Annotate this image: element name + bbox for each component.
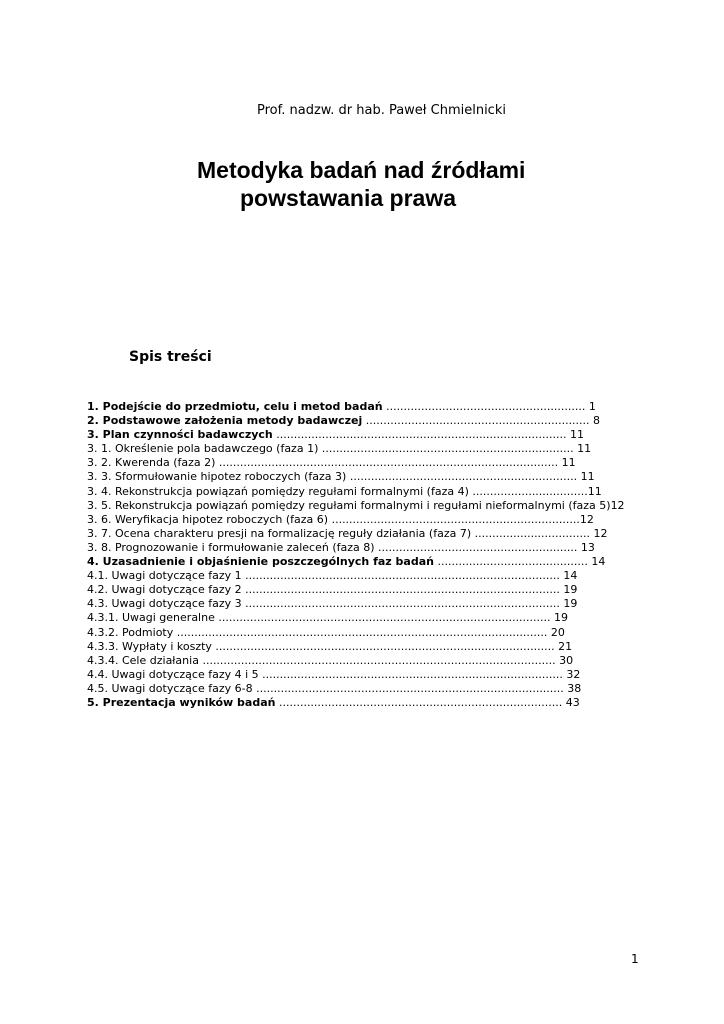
toc-entry[interactable] [87,668,687,682]
toc-entry-page: 32 [562,667,581,681]
toc-entry[interactable] [87,654,687,668]
toc-entry-label: 3. 5. Rekonstrukcja powiązań pomiędzy regułami formalnymi i regułami nieformalnymi (faza 5) [87,498,611,512]
toc-entry-leader: ................................. [468,484,588,498]
toc-entry-leader: .......................................................................................................... [173,625,548,639]
toc-entry-page: 11 [558,456,576,470]
toc-entry-leader: ............................................................................................... [214,611,551,625]
toc-entry-label: 4.4. Uwagi dotyczące fazy 4 i 5 [87,667,259,681]
toc-entry[interactable] [87,583,687,597]
toc-entry-label: 4.3.4. Cele działania [87,653,199,667]
toc-entry[interactable] [87,569,687,583]
toc-entry-page: 20 [547,625,565,639]
toc-entry-label: 5. Prezentacja wyników badań [87,695,276,709]
toc-entry-label: 4.3.2. Podmioty [87,625,174,639]
toc-entry[interactable] [87,513,687,527]
toc-entry-leader: ........................................................................ [318,442,574,456]
toc-entry-label: 4.1. Uwagi dotyczące fazy 1 [87,569,242,583]
toc-entry-leader: ......................................................... [374,540,578,554]
toc-entry-label: 2. Podstawowe założenia metody badawczej [87,414,363,428]
toc-entry-page: 19 [550,611,569,625]
toc-entry-page: 12 [610,498,625,512]
toc-entry-label: 3. 6. Weryfikacja hipotez roboczych (faza 6) [87,512,329,526]
page-number: 1 [631,952,639,966]
toc-entry-leader: .......................................................................................... [241,597,560,611]
toc-entry-page: 11 [577,470,595,484]
toc-entry[interactable] [87,527,687,541]
toc-entry[interactable] [87,414,687,428]
toc-entry[interactable] [87,442,687,456]
table-of-contents [87,400,687,710]
toc-entry-page: 11 [566,428,584,442]
toc-entry-label: 4.3.3. Wypłaty i koszty [87,639,212,653]
toc-entry[interactable] [87,485,687,499]
toc-entry-label: 3. 2. Kwerenda (faza 2) [87,456,216,470]
toc-entry[interactable] [87,456,687,470]
toc-entry-label: 1. Podejście do przedmiotu, celu i metod badań [87,400,383,413]
author-line: Prof. nadzw. dr hab. Paweł Chmielnicki [257,103,506,118]
toc-entry-label: 3. Plan czynności badawczych [87,428,273,442]
toc-entry-label: 3. 4. Rekonstrukcja powiązań pomiędzy regułami formalnymi (faza 4) [87,484,469,498]
toc-entry-page: 30 [555,653,574,667]
toc-entry-leader: ................................................................................................. [215,456,559,470]
toc-entry[interactable] [87,499,687,513]
title-line-1: Metodyka badań nad źródłami [197,157,526,183]
toc-entry-page: 14 [559,569,578,583]
toc-entry-page: 11 [587,484,602,498]
toc-entry-leader: ..................................................................................................... [198,653,556,667]
toc-entry-page: 19 [559,597,578,611]
toc-entry-page: 14 [587,555,606,569]
toc-entry-page: 12 [579,512,594,526]
document-title [150,156,610,212]
toc-entry-page: 21 [554,639,573,653]
toc-entry-leader: ...................................................................................... [258,667,563,681]
toc-entry[interactable] [87,611,687,625]
toc-entry-leader: ................................................................................................. [211,639,555,653]
toc-entry[interactable] [87,682,687,696]
toc-entry-leader: ........................................................................................ [252,681,564,695]
toc-entry-leader: .......................................................................................... [241,583,560,597]
toc-entry-label: 4.3.1. Uwagi generalne [87,611,215,625]
toc-entry-page: 19 [559,583,578,597]
toc-entry[interactable] [87,597,687,611]
toc-entry-leader: ........................................... [433,555,588,569]
toc-entry[interactable] [87,428,687,442]
toc-entry-label: 3. 3. Sformułowanie hipotez roboczych (faza 3) [87,470,347,484]
toc-entry-page: 1 [585,400,596,413]
toc-entry-leader: ................................. [471,526,591,540]
toc-entry-page: 38 [563,681,582,695]
toc-entry[interactable] [87,626,687,640]
toc-entry-label: 3. 1. Określenie pola badawczego (faza 1) [87,442,319,456]
toc-entry-leader: ....................................................................... [328,512,580,526]
toc-entry[interactable] [87,400,687,414]
toc-entry-label: 3. 8. Prognozowanie i formułowanie zaleceń (faza 8) [87,540,375,554]
toc-entry[interactable] [87,470,687,484]
toc-entry[interactable] [87,640,687,654]
toc-entry-leader: ................................................................ [362,414,590,428]
toc-entry[interactable] [87,541,687,555]
toc-entry-leader: ................................................................................... [272,428,567,442]
toc-entry-page: 11 [573,442,592,456]
toc-entry-leader: .......................................................................................... [241,569,560,583]
toc-entry-leader: ................................................................................. [275,695,563,709]
toc-entry-page: 12 [590,526,608,540]
toc-entry-page: 13 [577,540,595,554]
toc-entry-label: 4.3. Uwagi dotyczące fazy 3 [87,597,242,611]
toc-entry-label: 4.5. Uwagi dotyczące fazy 6-8 [87,681,253,695]
toc-entry-leader: ................................................................. [346,470,578,484]
toc-entry-leader: ......................................................... [382,400,586,413]
toc-entry-label: 3. 7. Ocena charakteru presji na formalizację reguły działania (faza 7) [87,526,472,540]
toc-entry-label: 4. Uzasadnienie i objaśnienie poszczególnych faz badań [87,555,434,569]
toc-heading: Spis treści [129,349,212,365]
toc-entry-page: 43 [562,695,580,709]
title-line-2: powstawania prawa [240,185,457,211]
toc-entry[interactable] [87,555,687,569]
toc-entry[interactable] [87,696,687,710]
toc-entry-page: 8 [589,414,601,428]
toc-entry-label: 4.2. Uwagi dotyczące fazy 2 [87,583,242,597]
